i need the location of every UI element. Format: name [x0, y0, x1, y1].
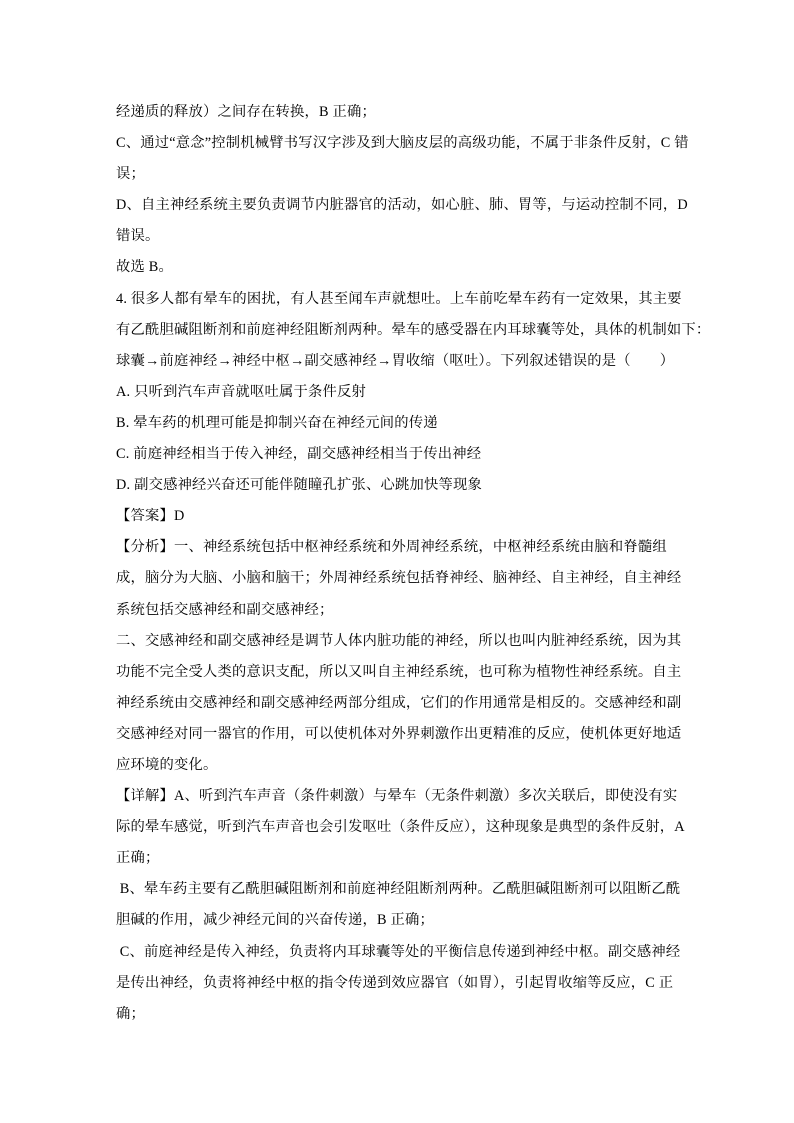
question-4-analysis-part-2	[116, 626, 736, 781]
text-line: 应环境的变化。	[116, 756, 218, 773]
text-line: 正确；	[116, 850, 160, 867]
prev-question-option-d-explanation	[116, 190, 736, 252]
text-line: 【答案】D	[116, 508, 185, 525]
text-line: D. 副交感神经兴奋还可能伴随瞳孔扩张、心跳加快等现象	[116, 477, 482, 494]
text-line: C. 前庭神经相当于传入神经，副交感神经相当于传出神经	[116, 446, 482, 463]
question-4-detail-option-b	[116, 874, 736, 936]
text-line: 有乙酰胆碱阻断剂和前庭神经阻断剂两种。晕车的感受器在内耳球囊等处，具体的机制如下：	[116, 321, 711, 338]
prev-question-option-c-explanation	[116, 128, 736, 190]
text-line: 是传出神经，负责将神经中枢的指令传递到效应器官（如胃），引起胃收缩等反应，C 正	[116, 974, 674, 991]
question-4-option-b	[116, 408, 736, 439]
text-line: 经递质的释放）之间存在转换，B 正确；	[116, 104, 376, 120]
question-4-option-d	[116, 470, 736, 501]
question-4-option-c	[116, 439, 736, 470]
text-line: 交感神经对同一器官的作用，可以使机体对外界刺激作出更精准的反应，使机体更好地适	[116, 725, 682, 742]
text-line: 成，脑分为大脑、小脑和脑干；外周神经系统包括脊神经、脑神经、自主神经，自主神经	[116, 570, 682, 587]
text-line: 胆碱的作用，减少神经元间的兴奋传递，B 正确；	[116, 912, 434, 929]
text-line: C、通过“意念”控制机械臂书写汉字涉及到大脑皮层的高级功能，不属于非条件反射，C 错	[116, 135, 689, 152]
text-line: 球囊→前庭神经→神经中枢→副交感神经→胃收缩（呕吐）。下列叙述错误的是（ ）	[116, 352, 675, 369]
text-line: 错误。	[116, 228, 160, 245]
question-4-option-a	[116, 377, 736, 408]
text-line: 确；	[116, 1005, 145, 1022]
text-line: C、前庭神经是传入神经，负责将内耳球囊等处的平衡信息传递到神经中枢。副交感神经	[116, 943, 681, 960]
text-line: 二、交感神经和副交感神经是调节人体内脏功能的神经，所以也叫内脏神经系统，因为其	[116, 632, 682, 649]
question-4-stem	[116, 284, 736, 377]
prev-question-option-b-explanation-tail	[116, 97, 736, 128]
document-body	[116, 97, 736, 1030]
text-line: B. 晕车药的机理可能是抑制兴奋在神经元间的传递	[116, 414, 438, 431]
prev-question-conclusion	[116, 252, 736, 283]
text-line: B、晕车药主要有乙酰胆碱阻断剂和前庭神经阻断剂两种。乙酰胆碱阻断剂可以阻断乙酰	[116, 881, 681, 898]
text-line: 【分析】一、神经系统包括中枢神经系统和外周神经系统，中枢神经系统由脑和脊髓组	[116, 539, 667, 556]
text-line: 际的晕车感觉，听到汽车声音也会引发呕吐（条件反应），这种现象是典型的条件反射，A	[116, 819, 685, 836]
text-line: 4. 很多人都有晕车的困扰，有人甚至闻车声就想吐。上车前吃晕车药有一定效果，其主要	[116, 290, 682, 307]
text-line: 【详解】A、听到汽车声音（条件刺激）与晕车（无条件刺激）多次关联后，即使没有实	[116, 788, 678, 805]
text-line: 故选 B。	[116, 259, 174, 276]
text-line: 误；	[116, 166, 145, 183]
text-line: 系统包括交感神经和副交感神经；	[116, 601, 334, 618]
text-line: 神经系统由交感神经和副交感神经两部分组成，它们的作用通常是相反的。交感神经和副	[116, 694, 682, 711]
question-4-analysis-part-1	[116, 532, 736, 625]
text-line: D、自主神经系统主要负责调节内脏器官的活动，如心脏、肺、胃等，与运动控制不同，D	[116, 197, 688, 214]
text-line: 功能不完全受人类的意识支配，所以又叫自主神经系统，也可称为植物性神经系统。自主	[116, 663, 682, 680]
question-4-detail-option-c	[116, 937, 736, 1030]
text-line: A. 只听到汽车声音就呕吐属于条件反射	[116, 383, 367, 400]
question-4-answer	[116, 501, 736, 532]
question-4-detail-option-a	[116, 781, 736, 874]
